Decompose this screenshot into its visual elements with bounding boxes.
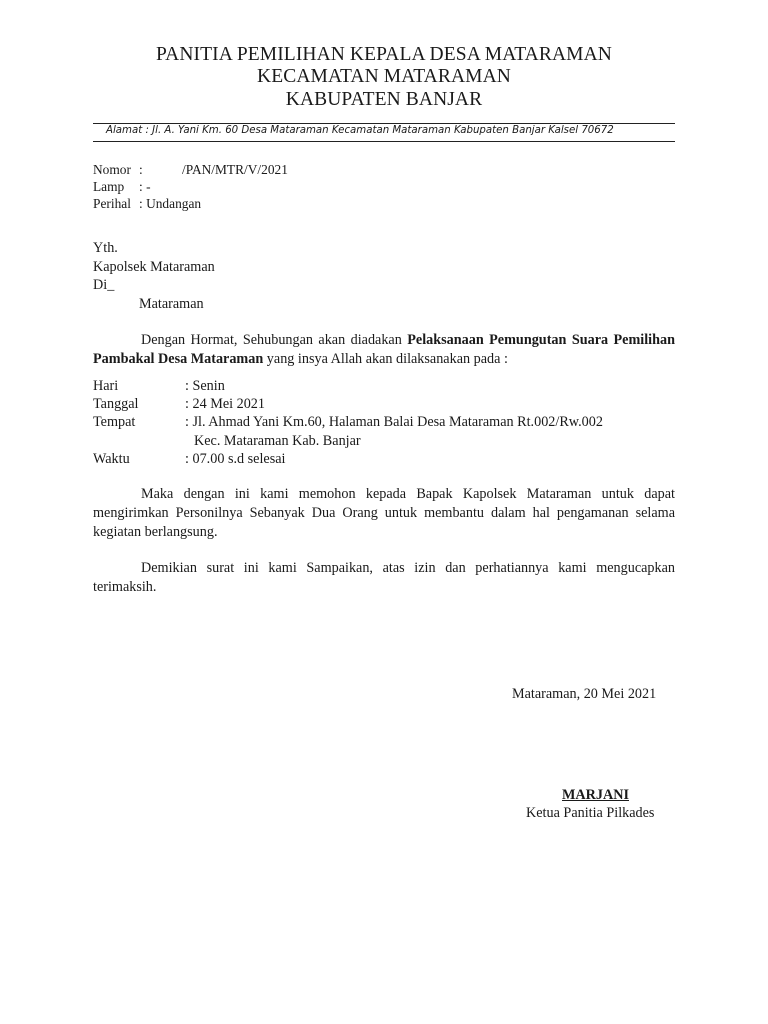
schedule-value-waktu: : 07.00 s.d selesai <box>185 451 286 467</box>
closing-paragraph: Demikian surat ini kami Sampaikan, atas izin dan perhatiannya kami mengucapkan terimaksih. <box>93 560 675 595</box>
letterhead-line-1: PANITIA PEMILIHAN KEPALA DESA MATARAMAN <box>156 44 612 65</box>
perihal-value: : Undangan <box>139 196 202 211</box>
signature-place-date: Mataraman, 20 Mei 2021 <box>512 686 657 702</box>
signatory-name: MARJANI <box>562 787 629 803</box>
lamp-value: : - <box>139 179 151 194</box>
nomor-value: /PAN/MTR/V/2021 <box>182 162 288 177</box>
letterhead-bottom-rule <box>93 141 675 142</box>
recipient-place: Mataraman <box>139 296 204 312</box>
opening-event-name: Pelaksanaan Pemungutan Suara Pemilihan Pambakal Desa Mataraman <box>93 332 675 367</box>
nomor-colon: : <box>139 162 143 177</box>
schedule-value-tanggal: : 24 Mei 2021 <box>185 396 265 412</box>
letterhead-line-3: KABUPATEN BANJAR <box>285 89 483 110</box>
signatory-title: Ketua Panitia Pilkades <box>526 805 655 821</box>
schedule-label-waktu: Waktu <box>93 451 130 467</box>
recipient-yth: Yth. <box>93 240 118 256</box>
perihal-label: Perihal <box>93 196 131 211</box>
nomor-label: Nomor <box>93 162 131 177</box>
schedule-value-tempat: : Jl. Ahmad Yani Km.60, Halaman Balai Desa Mataraman Rt.002/Rw.002 <box>185 414 603 430</box>
schedule-value-tempat-line-2: Kec. Mataraman Kab. Banjar <box>194 433 361 449</box>
schedule-label-hari: Hari <box>93 378 119 394</box>
recipient-name: Kapolsek Mataraman <box>93 259 215 275</box>
letterhead-address: Alamat : Jl. A. Yani Km. 60 Desa Mataraman Kecamatan Mataraman Kabupaten Banjar Kalsel 70672 <box>106 125 614 136</box>
lamp-label: Lamp <box>93 179 125 194</box>
schedule-label-tanggal: Tanggal <box>93 396 139 412</box>
opening-paragraph <box>93 331 675 369</box>
schedule-value-hari: : Senin <box>185 378 225 394</box>
request-paragraph: Maka dengan ini kami memohon kepada Bapak Kapolsek Mataraman untuk dapat mengirimkan Personilnya Sebanyak Dua Orang untuk membantu dalam hal pengamanan selama kegiatan berlangsung. <box>93 486 675 540</box>
opening-text-1: Dengan Hormat, Sehubungan akan diadakan <box>141 332 408 348</box>
letterhead-line-2: KECAMATAN MATARAMAN <box>257 66 511 87</box>
schedule-label-tempat: Tempat <box>93 414 136 430</box>
letterhead-top-rule <box>93 123 675 124</box>
opening-text-2: yang insya Allah akan dilaksanakan pada : <box>263 351 508 367</box>
recipient-di: Di_ <box>93 277 115 293</box>
